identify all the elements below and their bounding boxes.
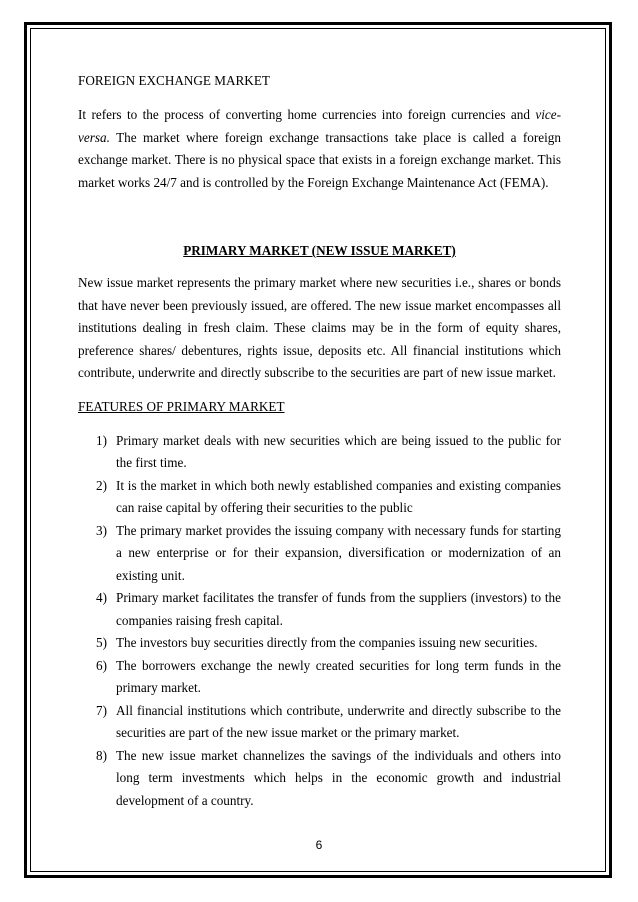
list-item-number: 3)	[96, 522, 107, 538]
list-item-number: 6)	[96, 657, 107, 673]
forex-text-end: The market where foreign exchange transactions take place is called a foreign exchange market. There is no physical space that exists in a foreign exchange market. This market works 24/7 and is controlled by the Foreign Exchange Maintenance Act (FEMA).	[78, 129, 561, 190]
primary-market-heading: PRIMARY MARKET (NEW ISSUE MARKET)	[183, 243, 456, 258]
forex-text-start: It refers to the process of converting home currencies into foreign currencies and	[78, 107, 536, 122]
list-item	[78, 520, 561, 588]
page-number: 6	[315, 838, 323, 852]
features-heading: FEATURES OF PRIMARY MARKET	[78, 398, 285, 414]
list-item	[78, 587, 561, 632]
list-item-number: 7)	[96, 702, 107, 718]
forex-italic-term: vice-versa.	[78, 107, 561, 145]
features-list	[78, 430, 561, 813]
list-item	[78, 700, 561, 745]
list-item-text: The borrowers exchange the newly created securities for long term funds in the primary market.	[116, 657, 561, 695]
list-item-number: 1)	[96, 432, 107, 448]
list-item	[78, 745, 561, 813]
list-item-text: Primary market deals with new securities which are being issued to the public for the first time.	[116, 432, 561, 470]
forex-heading: FOREIGN EXCHANGE MARKET	[78, 73, 270, 88]
list-item-text: The investors buy securities directly from the companies issuing new securities.	[116, 635, 538, 650]
list-item-number: 5)	[96, 635, 107, 650]
list-item	[78, 475, 561, 520]
list-item-number: 8)	[96, 747, 107, 763]
list-item-number: 2)	[96, 477, 107, 493]
primary-market-paragraph: New issue market represents the primary market where new securities i.e., shares or bonds that have never been previously issued, are offered. The new issue market encompasses all institutions dealing in fresh claim. These claims may be in the form of equity shares, preference shares/ debentures, rights issue, deposits etc. All financial institutions which contribute, underwrite and directly subscribe to the securities are part of new issue market.	[78, 275, 561, 380]
list-item-text: All financial institutions which contribute, underwrite and directly subscribe to the securities are part of the new issue market or the primary market.	[116, 702, 561, 740]
page-content	[78, 70, 561, 812]
forex-paragraph	[78, 104, 561, 194]
list-item-text: The primary market provides the issuing company with necessary funds for starting a new enterprise or for their expansion, diversification or modernization of an existing unit.	[116, 522, 561, 583]
list-item-text: It is the market in which both newly established companies and existing companies can raise capital by offering their securities to the public	[116, 477, 561, 515]
list-item	[78, 632, 561, 655]
list-item-text: The new issue market channelizes the savings of the individuals and others into long term investments which helps in the economic growth and industrial development of a country.	[116, 747, 561, 808]
list-item	[78, 655, 561, 700]
list-item-text: Primary market facilitates the transfer of funds from the suppliers (investors) to the companies raising fresh capital.	[116, 590, 561, 628]
list-item-number: 4)	[96, 590, 107, 605]
list-item	[78, 430, 561, 475]
